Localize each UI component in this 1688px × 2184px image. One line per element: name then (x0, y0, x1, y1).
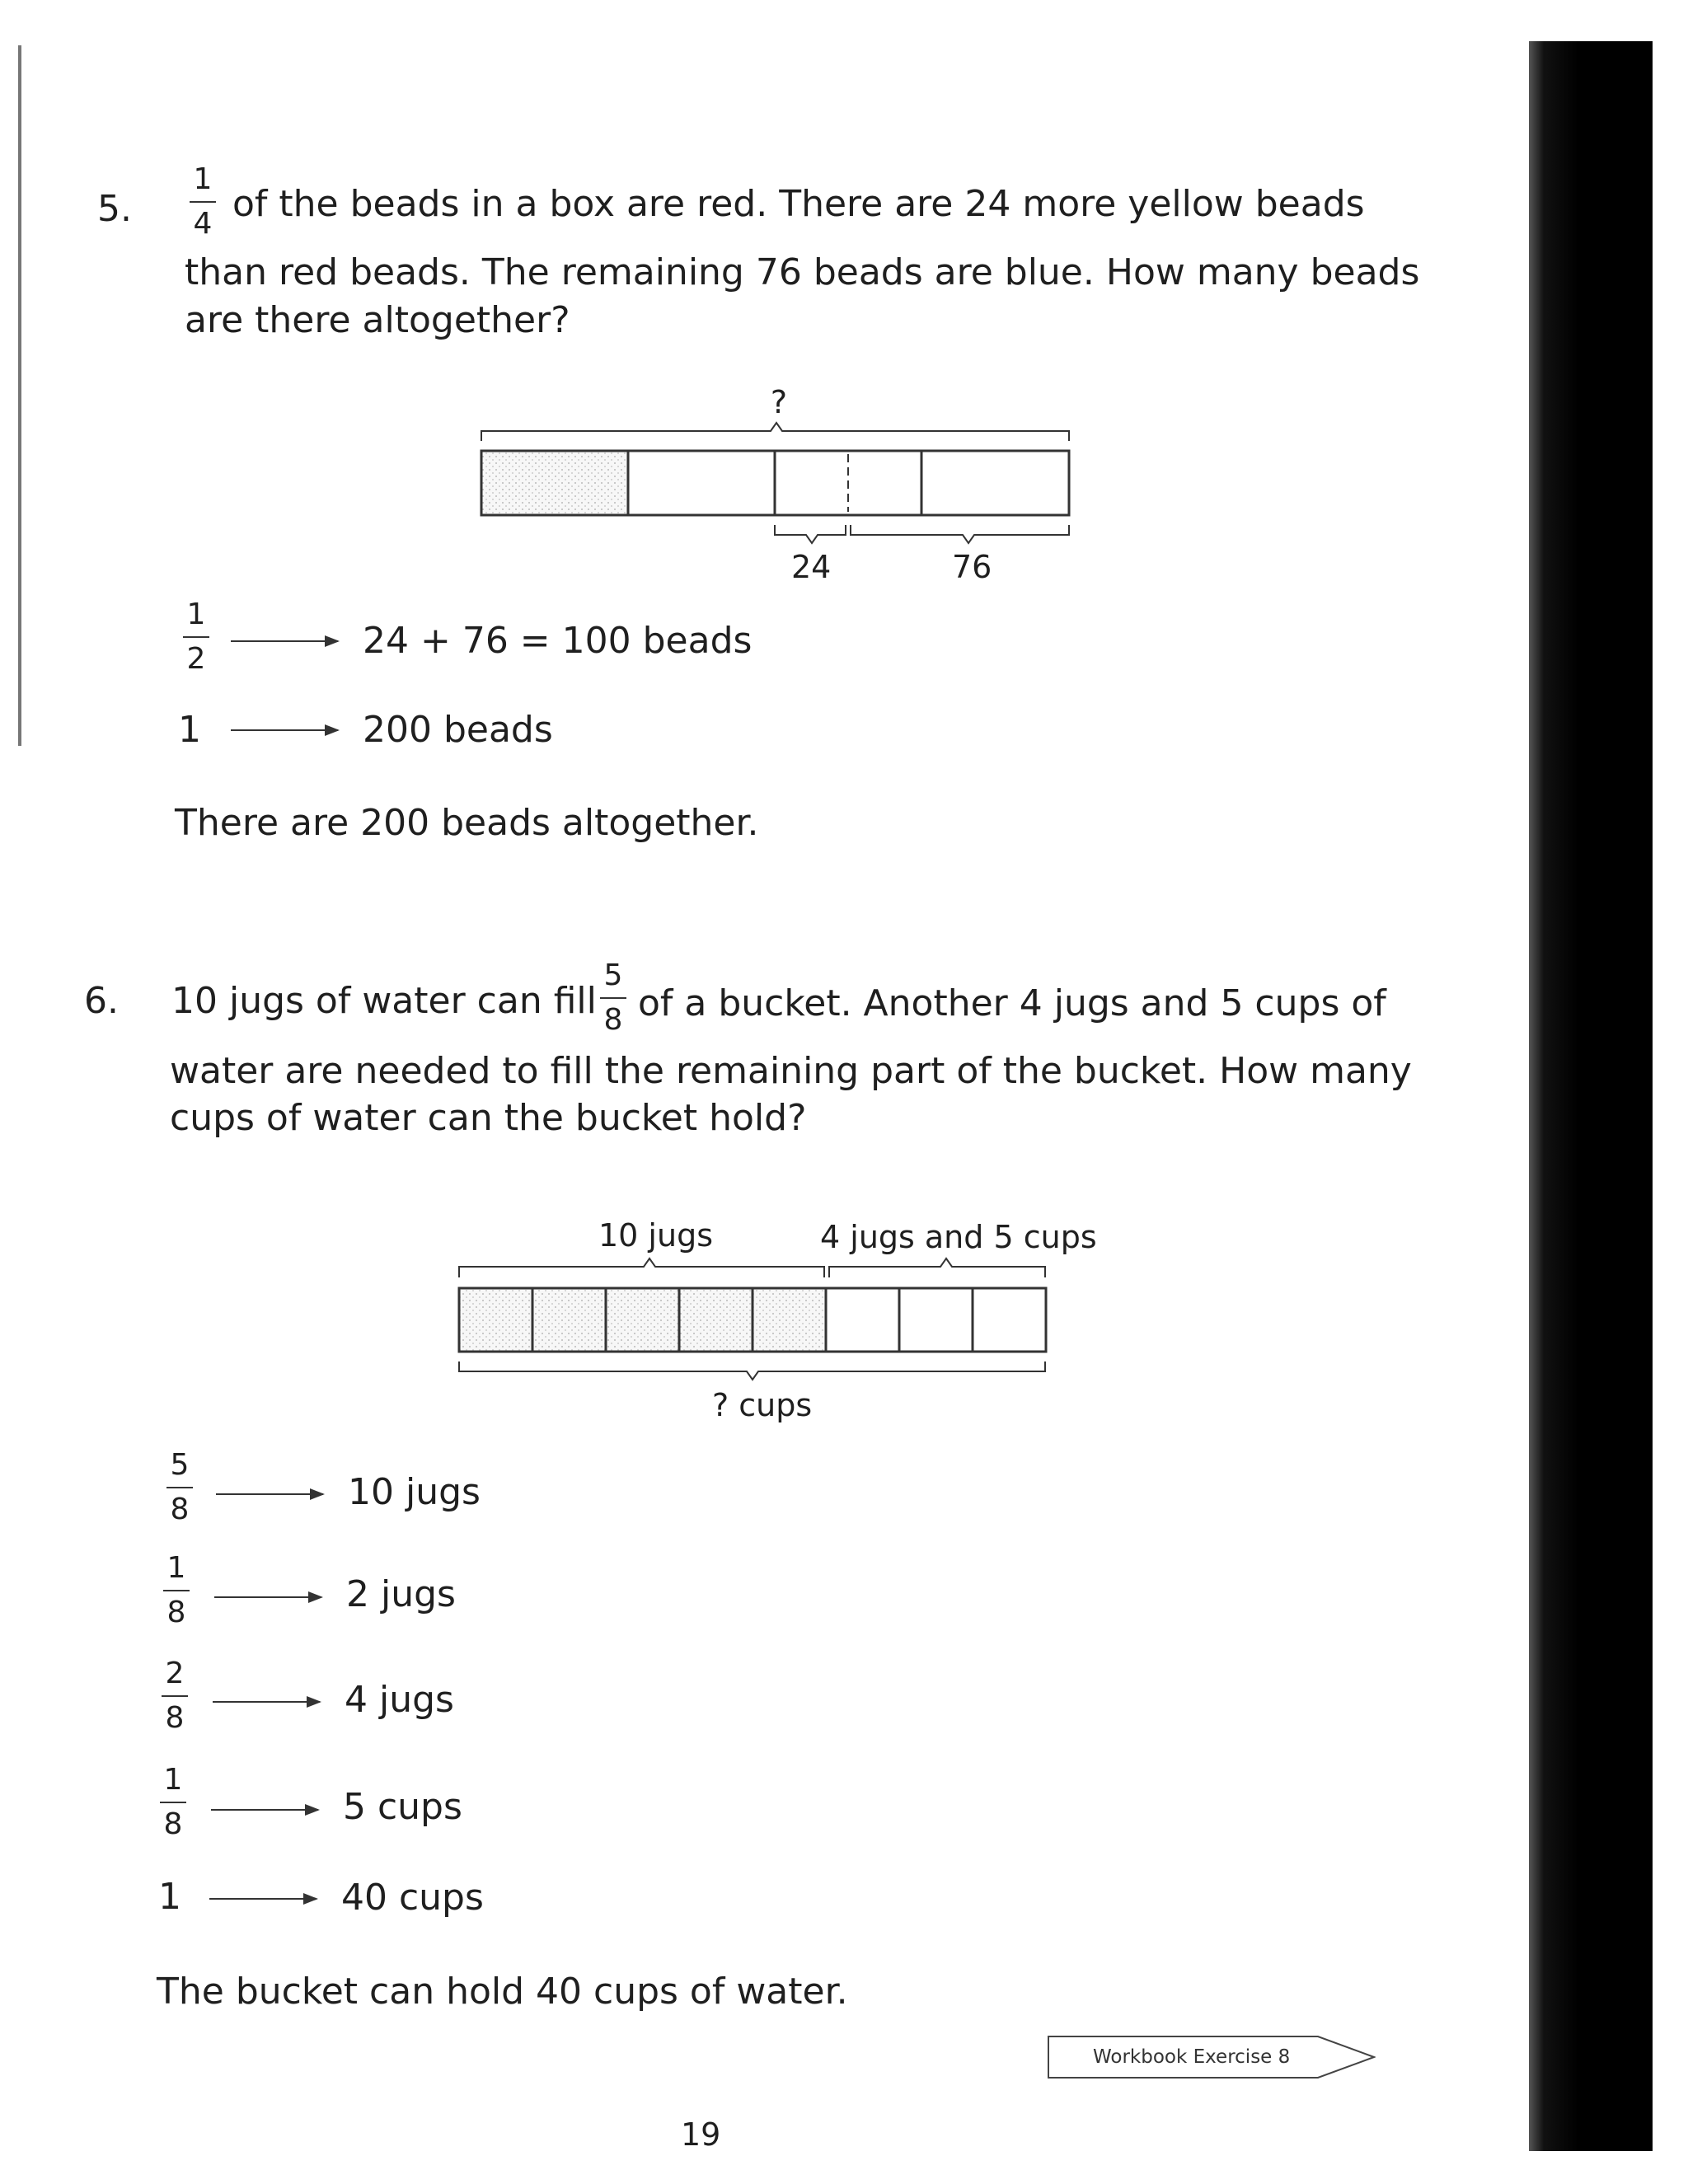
q6-line1-a: 10 jugs of water can fill (171, 980, 597, 1022)
arrow-icon (216, 1493, 323, 1495)
q6-step4-fraction (155, 1765, 191, 1840)
q6-step4-result: 5 cups (343, 1786, 462, 1828)
step-frac-num: 1 (166, 1551, 186, 1585)
q6-number: 6. (84, 980, 119, 1022)
q5-step2-result: 200 beads (363, 709, 553, 751)
arrow-icon (214, 1596, 321, 1598)
q5-answer: There are 200 beads altogether. (175, 802, 759, 844)
step-frac-num: 1 (163, 1763, 183, 1797)
arrow-icon (211, 1809, 318, 1811)
workbook-exercise-label: Workbook Exercise 8 (1093, 2046, 1291, 2068)
q6-line2: water are needed to fill the remaining part of the bucket. How many (170, 1050, 1412, 1092)
q5-number: 5. (97, 188, 132, 230)
fraction-bar (162, 1695, 188, 1697)
q6-step2-fraction (158, 1551, 195, 1629)
q6-step5-result: 40 cups (341, 1877, 484, 1919)
arrow-icon (213, 1701, 320, 1703)
q6-filled-unit (532, 1288, 606, 1352)
q6-step1-fraction (162, 1448, 198, 1526)
q6-step1-result: 10 jugs (348, 1471, 481, 1513)
q6-line1-b: of a bucket. Another 4 jugs and 5 cups of (638, 982, 1386, 1024)
q6-brace-10-jugs (459, 1258, 824, 1277)
step-frac-den: 8 (166, 1596, 186, 1629)
fraction-bar (160, 1802, 186, 1803)
q6-step5-whole: 1 (158, 1876, 181, 1918)
q6-empty-unit (973, 1288, 1046, 1352)
q5-line3: are there altogether? (185, 299, 570, 341)
q6-filled-unit (459, 1288, 532, 1352)
q6-total-brace (459, 1361, 1045, 1380)
q6-answer: The bucket can hold 40 cups of water. (157, 1971, 848, 2013)
q5-frac-den: 4 (193, 207, 213, 241)
q6-filled-unit (753, 1288, 826, 1352)
q6-step3-fraction (157, 1659, 193, 1733)
q6-empty-unit (899, 1288, 973, 1352)
q6-frac-num: 5 (603, 958, 623, 992)
q5-step1-result: 24 + 76 = 100 beads (363, 620, 753, 662)
q5-step2-whole: 1 (178, 709, 201, 751)
q6-filled-unit (606, 1288, 679, 1352)
step-frac-num: 5 (170, 1448, 190, 1482)
step-frac-den: 8 (170, 1493, 190, 1526)
fraction-bar (163, 1590, 190, 1591)
q5-label-24: 24 (791, 549, 832, 585)
arrow-icon (209, 1898, 316, 1900)
q6-step3-result: 4 jugs (345, 1679, 454, 1721)
q6-frac-den: 8 (603, 1003, 623, 1037)
page-number: 19 (681, 2116, 721, 2153)
q6-step2-result: 2 jugs (346, 1573, 456, 1615)
q5-line2: than red beads. The remaining 76 beads are blue. How many beads (185, 251, 1420, 293)
step-frac-den: 2 (186, 642, 206, 676)
q5-line1: of the beads in a box are red. There are 24 more yellow beads (232, 183, 1365, 225)
step-frac-den: 8 (165, 1701, 185, 1735)
step-frac-den: 8 (163, 1807, 183, 1841)
q6-label-total-cups: ? cups (712, 1387, 813, 1423)
q6-label-10-jugs: 10 jugs (598, 1217, 713, 1254)
step-frac-num: 2 (165, 1657, 185, 1690)
q5-frac-num: 1 (193, 162, 213, 196)
q6-line3: cups of water can the bucket hold? (170, 1097, 807, 1139)
q6-filled-unit (679, 1288, 753, 1352)
q6-label-4-jugs-5-cups: 4 jugs and 5 cups (820, 1219, 1097, 1255)
step-frac-num: 1 (186, 598, 206, 631)
fraction-bar (166, 1487, 193, 1488)
q6-empty-unit (826, 1288, 899, 1352)
q5-total-label: ? (770, 384, 788, 420)
q5-label-76: 76 (952, 549, 992, 585)
q6-brace-4-jugs-5-cups (829, 1258, 1045, 1277)
